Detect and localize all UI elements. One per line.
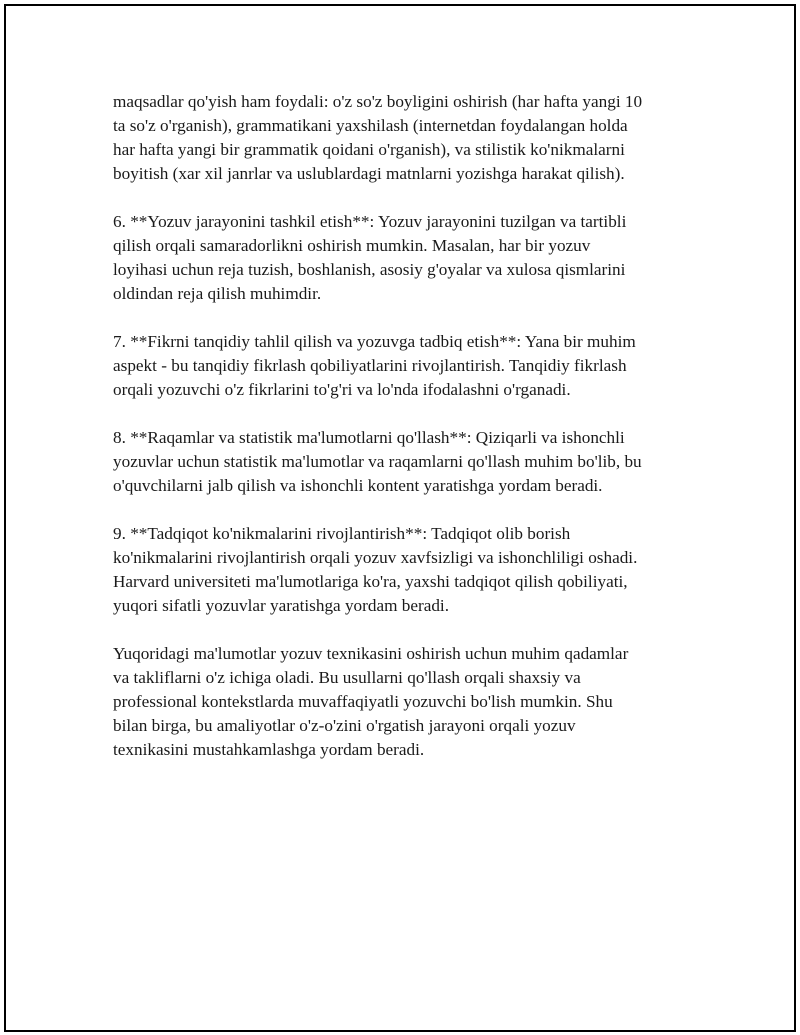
text-line: oldindan reja qilish muhimdir.	[113, 284, 322, 303]
text-line: va takliflarni o'z ichiga oladi. Bu usullarni qo'llash orqali shaxsiy va	[113, 668, 581, 687]
text-line: bilan birga, bu amaliyotlar o'z-o'zini o'rgatish jarayoni orqali yozuv	[113, 716, 576, 735]
paragraph-goals	[113, 90, 703, 186]
text-line: 8. **Raqamlar va statistik ma'lumotlarni qo'llash**: Qiziqarli va ishonchli	[113, 428, 625, 447]
paragraph-item-9	[113, 522, 703, 618]
text-line: maqsadlar qo'yish ham foydali: o'z so'z boyligini oshirish (har hafta yangi 10	[113, 92, 643, 111]
text-line: har hafta yangi bir grammatik qoidani o'rganish), va stilistik ko'nikmalarni	[113, 140, 625, 159]
paragraph-item-8	[113, 426, 703, 498]
paragraph-item-7	[113, 330, 703, 402]
text-line: professional kontekstlarda muvaffaqiyatli yozuvchi bo'lish mumkin. Shu	[113, 692, 613, 711]
text-line: 7. **Fikrni tanqidiy tahlil qilish va yozuvga tadbiq etish**: Yana bir muhim	[113, 332, 636, 351]
text-line: yuqori sifatli yozuvlar yaratishga yordam beradi.	[113, 596, 450, 615]
text-line: 6. **Yozuv jarayonini tashkil etish**: Yozuv jarayonini tuzilgan va tartibli	[113, 212, 627, 231]
text-line: Yuqoridagi ma'lumotlar yozuv texnikasini oshirish uchun muhim qadamlar	[113, 644, 629, 663]
text-line: loyihasi uchun reja tuzish, boshlanish, asosiy g'oyalar va xulosa qismlarini	[113, 260, 626, 279]
paragraph-conclusion	[113, 642, 703, 762]
text-line: yozuvlar uchun statistik ma'lumotlar va raqamlarni qo'llash muhim bo'lib, bu	[113, 452, 642, 471]
text-line: boyitish (xar xil janrlar va uslublardagi matnlarni yozishga harakat qilish).	[113, 164, 625, 183]
paragraph-item-6	[113, 210, 703, 306]
text-line: o'quvchilarni jalb qilish va ishonchli kontent yaratishga yordam beradi.	[113, 476, 603, 495]
text-line: orqali yozuvchi o'z fikrlarini to'g'ri va lo'nda ifodalashni o'rganadi.	[113, 380, 571, 399]
text-line: ta so'z o'rganish), grammatikani yaxshilash (internetdan foydalangan holda	[113, 116, 628, 135]
text-line: ko'nikmalarini rivojlantirish orqali yozuv xavfsizligi va ishonchliligi oshadi.	[113, 548, 638, 567]
text-line: texnikasini mustahkamlashga yordam beradi.	[113, 740, 425, 759]
document-body	[113, 90, 703, 786]
text-line: 9. **Tadqiqot ko'nikmalarini rivojlantirish**: Tadqiqot olib borish	[113, 524, 571, 543]
text-line: Harvard universiteti ma'lumotlariga ko'ra, yaxshi tadqiqot qilish qobiliyati,	[113, 572, 628, 591]
text-line: qilish orqali samaradorlikni oshirish mumkin. Masalan, har bir yozuv	[113, 236, 591, 255]
text-line: aspekt - bu tanqidiy fikrlash qobiliyatlarini rivojlantirish. Tanqidiy fikrlash	[113, 356, 627, 375]
